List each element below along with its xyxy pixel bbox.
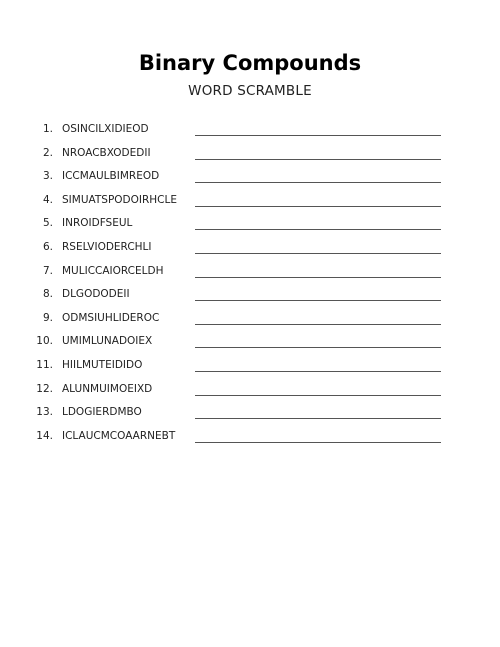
answer-line[interactable]: [195, 206, 441, 207]
item-number: 1.: [42, 123, 53, 135]
answer-line[interactable]: [195, 324, 441, 325]
scrambled-word: SIMUATSPODOIRHCLE: [62, 193, 178, 206]
scrambled-word: MULICCAIORCELDH: [62, 264, 164, 277]
item-number: 8.: [42, 288, 53, 301]
page-subtitle: WORD SCRAMBLE: [188, 83, 312, 99]
item-number: 14.: [36, 429, 53, 442]
item-number: 5.: [42, 217, 53, 230]
scrambled-word: OSINCILXIDIEOD: [62, 123, 149, 135]
scramble-row-14: [0, 425, 500, 449]
scramble-row-12: [0, 378, 500, 402]
answer-line[interactable]: [195, 347, 441, 348]
scrambled-word: HIILMUTEIDIDO: [62, 358, 143, 371]
answer-line[interactable]: [195, 442, 441, 443]
item-number: 13.: [36, 406, 53, 419]
scrambled-word: ODMSIUHLIDEROC: [62, 311, 160, 324]
scramble-row-4: [0, 189, 500, 213]
scrambled-word: LDOGIERDMBO: [62, 406, 142, 419]
item-number: 12.: [36, 382, 53, 395]
scramble-row-7: [0, 260, 500, 284]
answer-line[interactable]: [195, 229, 441, 230]
scrambled-word: ICLAUCMCOAARNEBT: [62, 429, 176, 442]
item-number: 2.: [42, 146, 53, 159]
item-number: 6.: [42, 240, 53, 253]
answer-line[interactable]: [195, 395, 441, 396]
scramble-row-6: [0, 236, 500, 260]
item-number: 7.: [42, 264, 53, 277]
scramble-list: [0, 118, 500, 448]
item-number: 3.: [42, 170, 53, 183]
scramble-row-11: [0, 354, 500, 378]
item-number: 11.: [36, 358, 53, 371]
scramble-row-8: [0, 283, 500, 307]
scramble-row-1: [0, 118, 500, 142]
answer-line[interactable]: [195, 159, 441, 160]
page-title: Binary Compounds: [138, 51, 362, 75]
scrambled-word: ALUNMUIMOEIXD: [62, 382, 153, 395]
scrambled-word: NROACBXODEDII: [62, 146, 151, 159]
answer-line[interactable]: [195, 300, 441, 301]
item-number: 4.: [42, 193, 53, 206]
answer-line[interactable]: [195, 418, 441, 419]
item-number: 10.: [36, 335, 53, 348]
answer-line[interactable]: [195, 277, 441, 278]
item-number: 9.: [42, 311, 53, 324]
scramble-row-10: [0, 330, 500, 354]
answer-line[interactable]: [195, 253, 441, 254]
scrambled-word: ICCMAULBIMREOD: [62, 170, 160, 183]
scramble-row-9: [0, 307, 500, 331]
answer-line[interactable]: [195, 182, 441, 183]
scramble-row-13: [0, 401, 500, 425]
scramble-row-5: [0, 212, 500, 236]
scrambled-word: RSELVIODERCHLI: [62, 240, 152, 253]
scramble-row-3: [0, 165, 500, 189]
scrambled-word: INROIDFSEUL: [62, 217, 133, 230]
answer-line[interactable]: [195, 135, 441, 136]
scramble-row-2: [0, 142, 500, 166]
scrambled-word: UMIMLUNADOIEX: [62, 335, 153, 348]
scrambled-word: DLGODODEII: [62, 288, 130, 301]
answer-line[interactable]: [195, 371, 441, 372]
